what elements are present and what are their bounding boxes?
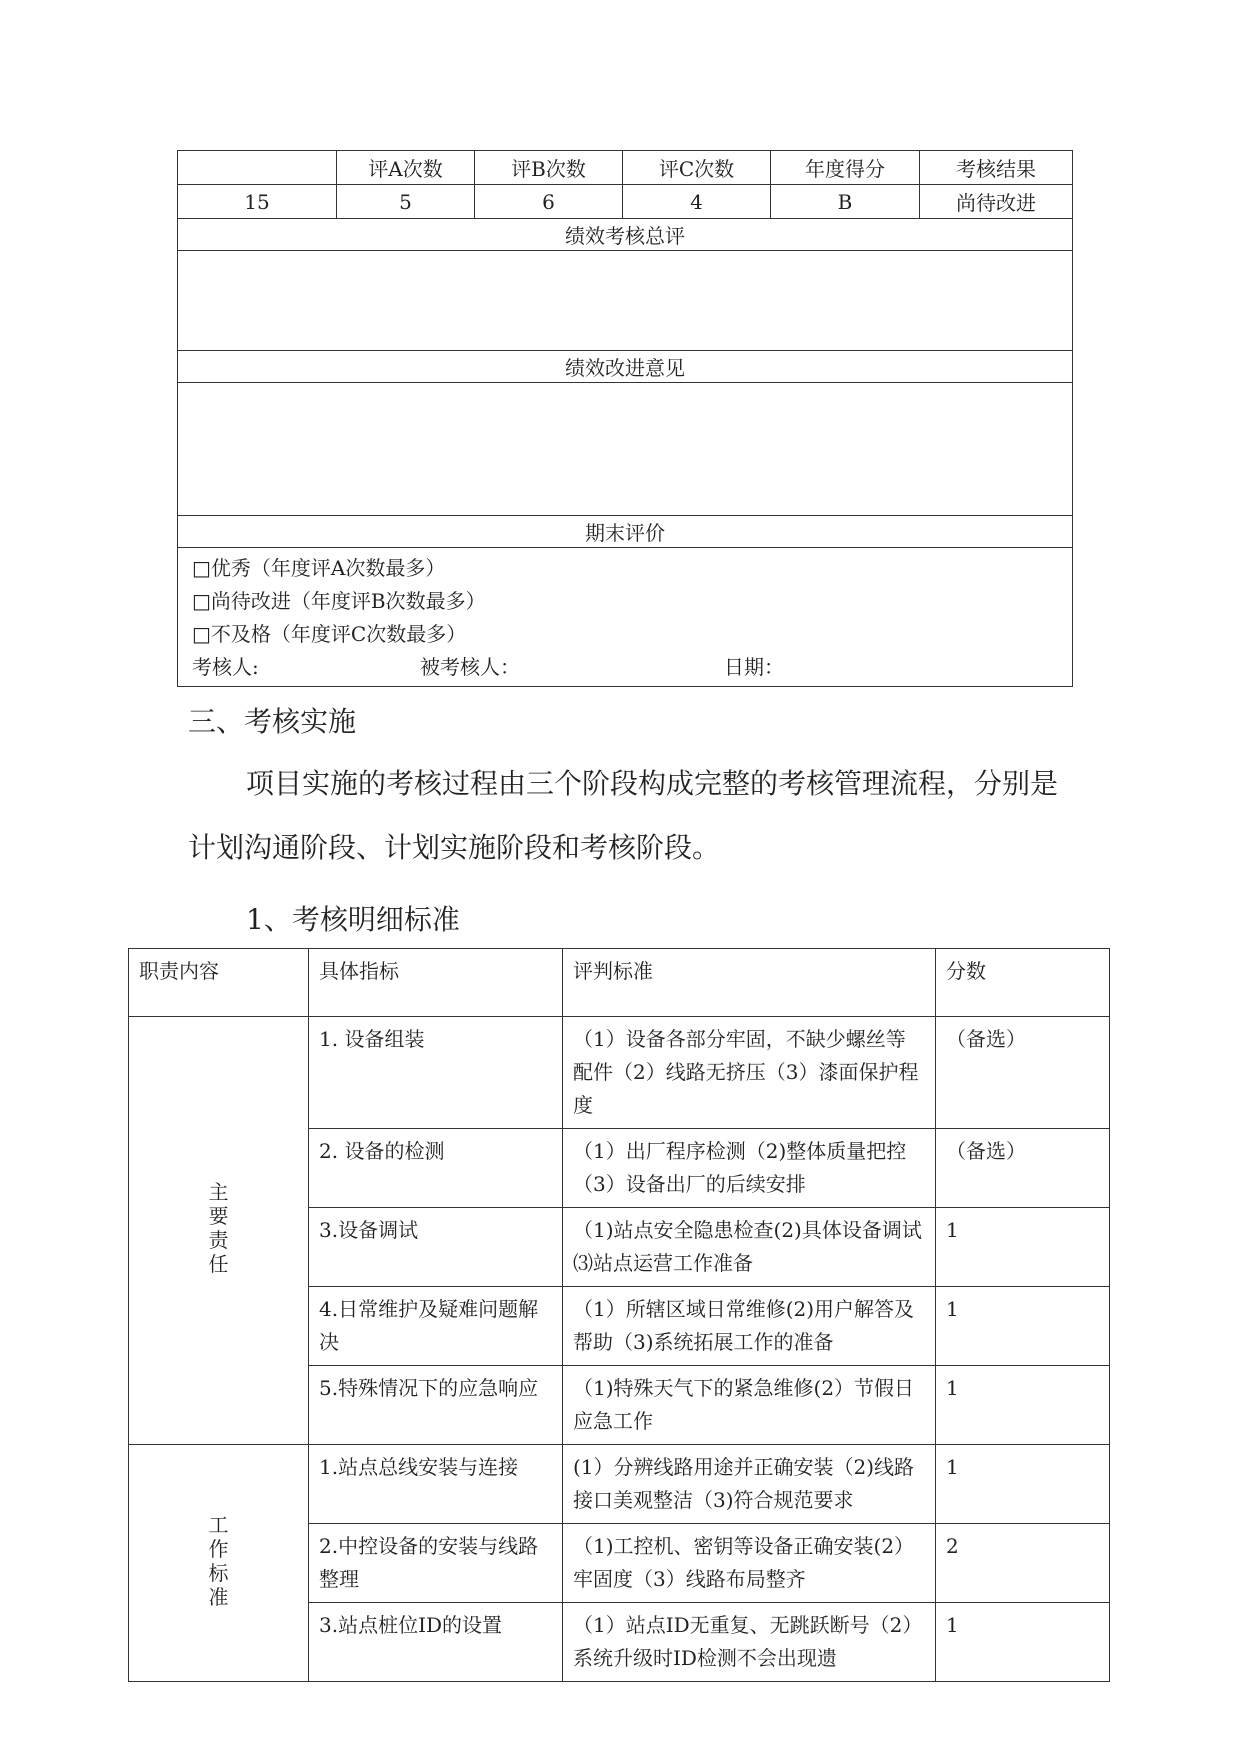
summary-header-cell: 评A次数	[337, 151, 475, 185]
indicator-cell: 3.站点桩位ID的设置	[309, 1603, 563, 1682]
score-cell: 1	[936, 1603, 1110, 1682]
section-overall-title: 绩效考核总评	[178, 219, 1073, 251]
improve-comment-area[interactable]	[178, 383, 1073, 516]
section-heading: 三、考核实施	[188, 705, 357, 738]
option-excellent-checkbox[interactable]: □优秀（年度评A次数最多）	[192, 556, 446, 580]
score-cell: （备选）	[936, 1017, 1110, 1129]
summary-value-cell: 尚待改进	[920, 185, 1073, 219]
section-final-title: 期末评价	[178, 516, 1073, 548]
signature-row	[192, 651, 1058, 684]
criteria-header-cell: 评判标准	[563, 949, 936, 1017]
indicator-cell: 5.特殊情况下的应急响应	[309, 1366, 563, 1445]
summary-header-cell	[178, 151, 337, 185]
criteria-header-cell: 具体指标	[309, 949, 563, 1017]
standard-cell: （1）所辖区域日常维修(2)用户解答及帮助（3)系统拓展工作的准备	[563, 1287, 936, 1366]
criteria-header-cell: 职责内容	[129, 949, 309, 1017]
summary-header-cell: 考核结果	[920, 151, 1073, 185]
assessor-label: 考核人:	[192, 655, 259, 679]
criteria-header-row	[129, 949, 1110, 1017]
category-label: 主要责任	[208, 1180, 229, 1276]
final-evaluation-cell	[178, 548, 1073, 687]
summary-value-cell: 4	[623, 185, 771, 219]
assessment-summary-table	[177, 150, 1073, 687]
category-label: 工作标准	[208, 1512, 229, 1609]
summary-value-cell: B	[771, 185, 920, 219]
summary-header-cell: 评B次数	[475, 151, 623, 185]
standard-cell: （1)站点安全隐患检查(2)具体设备调试⑶站点运营工作准备	[563, 1208, 936, 1287]
score-cell: 1	[936, 1445, 1110, 1524]
table-row	[129, 1017, 1110, 1129]
criteria-table	[128, 948, 1110, 1682]
summary-header-cell: 年度得分	[771, 151, 920, 185]
overall-comment-area[interactable]	[178, 251, 1073, 351]
standard-cell: （1）设备各部分牢固，不缺少螺丝等配件（2）线路无挤压（3）漆面保护程度	[563, 1017, 936, 1129]
section-improve-title: 绩效改进意见	[178, 351, 1073, 383]
standard-cell: (1）分辨线路用途并正确安装（2)线路接口美观整洁（3)符合规范要求	[563, 1445, 936, 1524]
summary-value-cell: 15	[178, 185, 337, 219]
summary-value-row	[178, 185, 1073, 219]
indicator-cell: 1.站点总线安装与连接	[309, 1445, 563, 1524]
standard-cell: （1）站点ID无重复、无跳跃断号（2）系统升级时ID检测不会出现遗	[563, 1603, 936, 1682]
summary-value-cell: 6	[475, 185, 623, 219]
criteria-header-cell: 分数	[936, 949, 1110, 1017]
score-cell: （备选）	[936, 1129, 1110, 1208]
body-paragraph: 项目实施的考核过程由三个阶段构成完整的考核管理流程，分别是计划沟通阶段、计划实施阶段和考核阶段。	[188, 767, 1059, 864]
indicator-cell: 3.设备调试	[309, 1208, 563, 1287]
standard-cell: （1)工控机、密钥等设备正确安装(2）牢固度（3）线路布局整齐	[563, 1524, 936, 1603]
score-cell: 2	[936, 1524, 1110, 1603]
category-cell	[129, 1445, 309, 1682]
option-improve-checkbox[interactable]: □尚待改进（年度评B次数最多）	[192, 589, 486, 613]
score-cell: 1	[936, 1287, 1110, 1366]
indicator-cell: 2. 设备的检测	[309, 1129, 563, 1208]
indicator-cell: 1. 设备组装	[309, 1017, 563, 1129]
summary-header-row	[178, 151, 1073, 185]
option-fail-checkbox[interactable]: □不及格（年度评C次数最多）	[192, 622, 467, 646]
date-label: 日期：	[724, 655, 784, 679]
score-cell: 1	[936, 1366, 1110, 1445]
sub-heading: 1、考核明细标准	[246, 903, 460, 936]
indicator-cell: 4.日常维护及疑难问题解决	[309, 1287, 563, 1366]
table-row	[129, 1445, 1110, 1524]
standard-cell: （1)特殊天气下的紧急维修(2）节假日应急工作	[563, 1366, 936, 1445]
summary-header-cell: 评C次数	[623, 151, 771, 185]
score-cell: 1	[936, 1208, 1110, 1287]
assessee-label: 被考核人：	[420, 655, 520, 679]
summary-value-cell: 5	[337, 185, 475, 219]
indicator-cell: 2.中控设备的安装与线路整理	[309, 1524, 563, 1603]
standard-cell: （1）出厂程序检测（2)整体质量把控（3）设备出厂的后续安排	[563, 1129, 936, 1208]
category-cell	[129, 1017, 309, 1445]
